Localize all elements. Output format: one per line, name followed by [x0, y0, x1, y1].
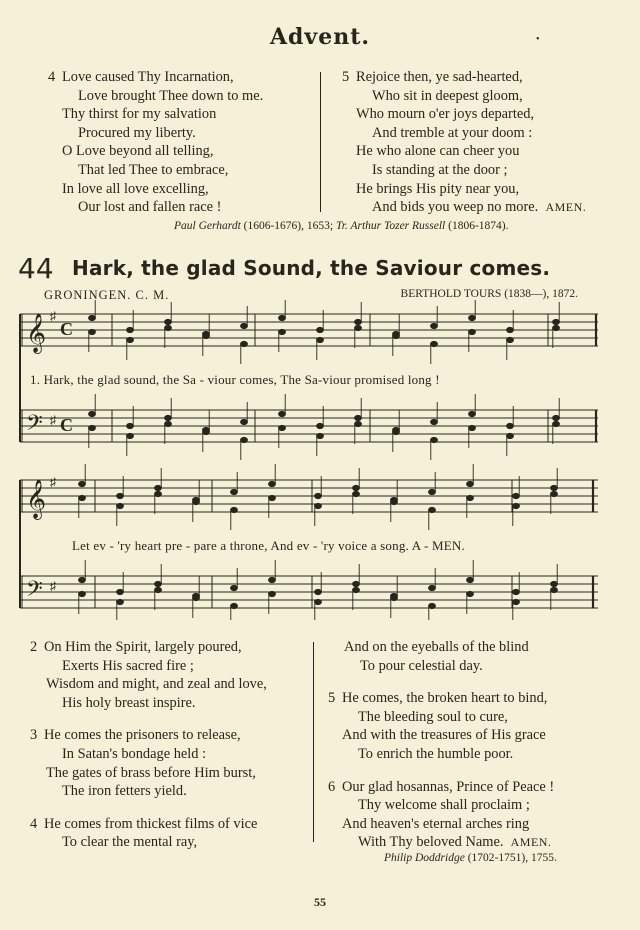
treble-clef: 𝄞: [26, 479, 47, 519]
note-head: [268, 577, 275, 583]
note-head: [314, 589, 321, 595]
note-head: [314, 493, 321, 499]
note-head: [164, 415, 171, 421]
note-head: [126, 327, 133, 333]
note-head: [352, 587, 359, 593]
note-head: [506, 327, 513, 333]
header-mark: •: [536, 34, 540, 45]
note-head: [512, 493, 519, 499]
note-head: [278, 315, 285, 321]
note-head: [202, 429, 209, 435]
lyrics-line-2: Let ev - 'ry heart pre - pare a throne, And ev - 'ry voice a song. A - MEN.: [72, 538, 465, 553]
note-head: [428, 507, 435, 513]
key-sharp: ♯: [50, 579, 56, 593]
note-head: [164, 421, 171, 427]
hymn-number: 44: [18, 252, 54, 285]
note-head: [354, 319, 361, 325]
note-head: [268, 495, 275, 501]
hymn-credit: Philip Doddridge (1702-1751), 1755.: [384, 852, 557, 864]
bass-clef: 𝄢: [26, 411, 43, 441]
note-head: [392, 333, 399, 339]
note-head: [278, 411, 285, 417]
note-head: [430, 341, 437, 347]
note-head: [466, 495, 473, 501]
note-head: [466, 591, 473, 597]
note-head: [352, 485, 359, 491]
note-head: [126, 423, 133, 429]
note-head: [240, 323, 247, 329]
note-head: [552, 319, 559, 325]
note-head: [468, 329, 475, 335]
note-head: [88, 329, 95, 335]
treble-clef: 𝄞: [26, 313, 47, 353]
note-head: [512, 589, 519, 595]
note-head: [468, 411, 475, 417]
note-head: [278, 425, 285, 431]
note-head: [390, 595, 397, 601]
note-head: [428, 603, 435, 609]
note-head: [468, 315, 475, 321]
time-signature: C: [60, 415, 73, 435]
note-head: [88, 315, 95, 321]
time-signature: C: [60, 319, 73, 339]
note-head: [268, 591, 275, 597]
note-head: [316, 337, 323, 343]
note-head: [78, 495, 85, 501]
note-head: [126, 433, 133, 439]
note-head: [192, 499, 199, 505]
page-header: Advent.: [269, 24, 371, 50]
key-sharp: ♯: [50, 309, 56, 323]
note-head: [116, 599, 123, 605]
note-head: [550, 491, 557, 497]
note-head: [154, 491, 161, 497]
note-head: [316, 327, 323, 333]
note-head: [354, 421, 361, 427]
note-head: [552, 325, 559, 331]
note-head: [314, 503, 321, 509]
note-head: [392, 429, 399, 435]
note-head: [430, 419, 437, 425]
note-head: [230, 507, 237, 513]
composer-credit: BERTHOLD TOURS (1838—), 1872.: [400, 288, 578, 300]
note-head: [230, 489, 237, 495]
note-head: [352, 491, 359, 497]
note-head: [468, 425, 475, 431]
hymn-title: Hark, the glad Sound, the Saviour comes.: [72, 256, 551, 280]
page-number: 55: [314, 895, 326, 909]
note-head: [506, 423, 513, 429]
note-head: [506, 433, 513, 439]
note-head: [88, 425, 95, 431]
note-head: [506, 337, 513, 343]
music-score: [0, 300, 640, 620]
note-head: [466, 481, 473, 487]
note-head: [116, 493, 123, 499]
note-head: [154, 587, 161, 593]
note-head: [552, 421, 559, 427]
note-head: [154, 485, 161, 491]
note-head: [550, 485, 557, 491]
note-head: [230, 585, 237, 591]
verses-left: 2 On Him the Spirit, largely poured, Exerts His sacred fire ; Wisdom and might, and zeal and love, His holy breast inspire. 3 He comes the prisoners to release, In Satan's bondage held : The gates of brass before Him burst, The iron fetters yield. 4 He comes from thickest films of vice To clear the mental ray,: [30, 639, 267, 851]
note-head: [116, 589, 123, 595]
note-head: [230, 603, 237, 609]
note-head: [552, 415, 559, 421]
note-head: [202, 333, 209, 339]
note-head: [126, 337, 133, 343]
note-head: [512, 503, 519, 509]
note-head: [316, 433, 323, 439]
note-head: [78, 591, 85, 597]
note-head: [88, 411, 95, 417]
note-head: [316, 423, 323, 429]
note-head: [550, 581, 557, 587]
note-head: [164, 319, 171, 325]
key-sharp: ♯: [50, 475, 56, 489]
verses-right: And on the eyeballs of the blind To pour celestial day. 5 He comes, the broken heart to bind, The bleeding soul to cure, And with the treasures of His grace To enrich the humble poor. 6 Our glad hosannas, Prince of Peace ! Thy welcome shall proclaim ; And heaven's eternal arches ring With Thy beloved Name. AMEN.: [328, 639, 555, 851]
prev-verse-4: 4 Love caused Thy Incarnation, Love brought Thee down to me. Thy thirst for my salvation Procured my liberty. O Love beyond all telling, That led Thee to embrace, In love all love excelling, Our lost and fallen race !: [48, 69, 264, 216]
note-head: [116, 503, 123, 509]
note-head: [430, 323, 437, 329]
note-head: [428, 489, 435, 495]
note-head: [314, 599, 321, 605]
prev-verse-5: 5 Rejoice then, ye sad-hearted, Who sit in deepest gloom, Who mourn o'er joys departed, And tremble at your doom : He who alone can cheer you Is standing at the door ; He brings His pity near you, And bids you weep no more. AMEN.: [342, 69, 587, 216]
note-head: [390, 499, 397, 505]
note-head: [428, 585, 435, 591]
key-sharp: ♯: [50, 413, 56, 427]
note-head: [550, 587, 557, 593]
note-head: [512, 599, 519, 605]
note-head: [430, 437, 437, 443]
note-head: [78, 481, 85, 487]
note-head: [352, 581, 359, 587]
note-head: [240, 437, 247, 443]
note-head: [164, 325, 171, 331]
tune-name: GRONINGEN. C. M.: [44, 288, 170, 302]
lyrics-line-1: 1. Hark, the glad sound, the Sa - viour comes, The Sa-viour promised long !: [30, 372, 440, 387]
note-head: [278, 329, 285, 335]
prev-hymn-credit: Paul Gerhardt (1606-1676), 1653; Tr. Arthur Tozer Russell (1806-1874).: [174, 220, 509, 232]
note-head: [354, 325, 361, 331]
note-head: [466, 577, 473, 583]
note-head: [354, 415, 361, 421]
bass-clef: 𝄢: [26, 577, 43, 607]
note-head: [192, 595, 199, 601]
column-divider-bottom: [313, 642, 314, 842]
note-head: [268, 481, 275, 487]
column-divider-top: [320, 72, 321, 212]
note-head: [240, 419, 247, 425]
note-head: [154, 581, 161, 587]
note-head: [240, 341, 247, 347]
note-head: [78, 577, 85, 583]
